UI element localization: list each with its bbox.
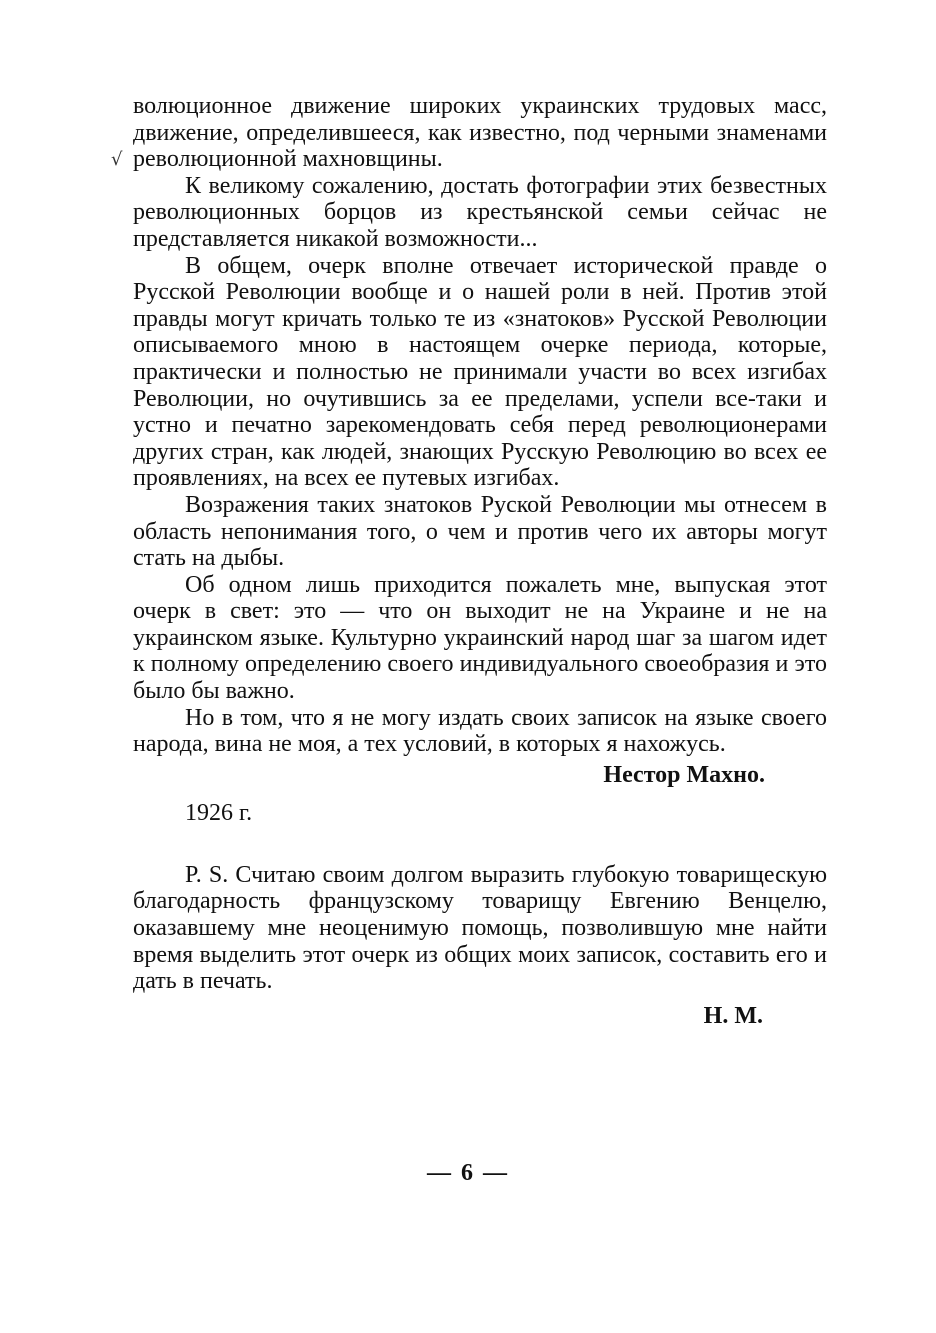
paragraph-ukrainian-language: Об одном лишь приходится пожалеть мне, выпуская этот очерк в свет: это — что он выходит не на Украине и не на украинском языке. Культурно украинский народ шаг за шагом идет к полному определению своего индивидуального своеобразия и это было бы важно. — [133, 571, 827, 705]
paragraph-conditions: Но в том, что я не могу издать своих записок на языке своего народа, вина не моя, а тех условий, в которых я нахожусь. — [133, 704, 827, 758]
date-line: 1926 г. — [185, 799, 253, 826]
page-body — [111, 93, 827, 1031]
paragraph-photographs: К великому сожалению, достать фотографии этих безвестных революционных борцов из крестьянской семьи сейчас не представляется никакой возможности... — [133, 172, 827, 252]
paragraph-objections: Возражения таких знатоков Руской Революции мы отнесем в область непонимания того, о чем и против чего их авторы могут стать на дыбы. — [133, 491, 827, 572]
author-signature: Нестор Махно. — [603, 761, 765, 788]
paragraph-continued: волюционное движение широких украинских трудовых масс, движение, определившееся, как известно, под черными знаменами революционной махновщины. — [133, 93, 827, 173]
author-initials: Н. М. — [703, 1002, 763, 1029]
postscript: P. S. Считаю своим долгом выразить глубокую товарищескую благодарность французскому товарищу Евгению Венцелю, оказавшему мне неоценимую помощь, позволившую мне найти время выделить этот очерк из общих моих записок, составить его и дать в печать. — [133, 861, 827, 995]
paragraph-historical-truth: В общем, очерк вполне отвечает исторической правде о Русской Революции вообще и о нашей роли в ней. Против этой правды могут кричать только те из «знатоков» Русской Революции описываемого мною в настоящем очерке периода, которые, практически и полностью не принимали участи во всех изгибах Революции, но очутившись за ее пределами, успели все-таки и устно и печатно зарекомендовать себя перед революционерами других стран, как людей, знающих Русскую Революцию во всех ее проявлениях, на всех ее путевых изгибах. — [133, 252, 827, 492]
page-number: — 6 — — [427, 1160, 509, 1186]
margin-mark: √ — [111, 149, 123, 170]
